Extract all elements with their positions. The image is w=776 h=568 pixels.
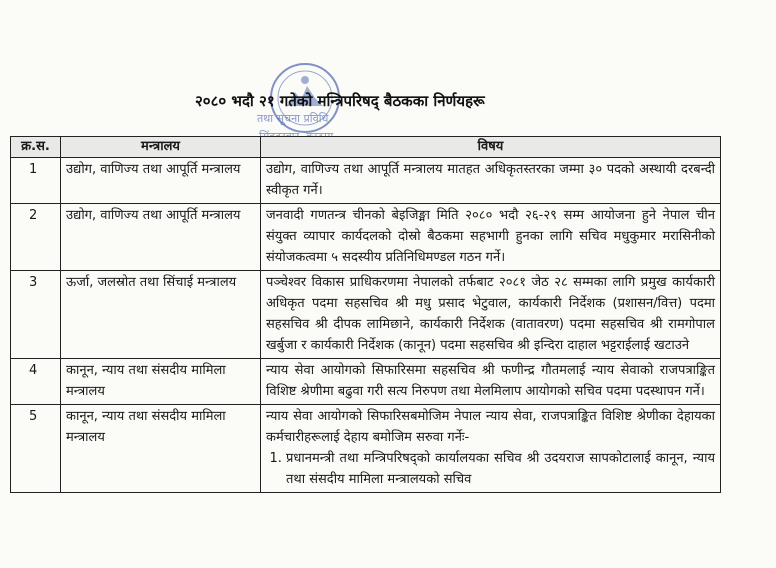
header-ministry: मन्त्रालय [61,137,261,158]
row-ministry: कानून, न्याय तथा संसदीय मामिला मन्त्रालय [61,359,261,405]
row-sn: 3 [11,271,61,359]
page-title: २०८० भदौ २१ गतेको मन्त्रिपरिषद् बैठकका निर्णयहरू [195,92,485,110]
row-ministry: कानून, न्याय तथा संसदीय मामिला मन्त्रालय [61,405,261,493]
row-sn: 1 [11,158,61,204]
table-row [11,359,721,405]
header-sn: क्र.स. [11,137,61,158]
row-ministry: उद्योग, वाणिज्य तथा आपूर्ति मन्त्रालय [61,204,261,271]
list-item: 1. प्रधानमन्त्री तथा मन्त्रिपरिषद्को कार्यालयका सचिव श्री उदयराज सापकोटालाई कानून, न्याय तथा संसदीय मामिला मन्त्रालयको सचिव [286,448,715,490]
subject-list [266,448,715,490]
svg-text:तथा सूचना प्रविधि: तथा सूचना प्रविधि [257,112,329,125]
table-header-row [11,137,721,158]
row-ministry: ऊर्जा, जलस्रोत तथा सिंचाई मन्त्रालय [61,271,261,359]
row-subject-intro: न्याय सेवा आयोगको सिफारिसबमोजिम नेपाल न्याय सेवा, राजपत्राङ्कित विशिष्ट श्रेणीका देहायका कर्मचारीहरूलाई देहाय बमोजिम सरुवा गर्नेः- [266,409,715,445]
table-row [11,204,721,271]
row-ministry: उद्योग, वाणिज्य तथा आपूर्ति मन्त्रालय [61,158,261,204]
row-subject: न्याय सेवा आयोगको सिफारिसमा सहसचिव श्री फणीन्द्र गौतमलाई न्याय सेवाको राजपत्राङ्कित विशिष्ट श्रेणीमा बढुवा गरी सत्य निरुपण तथा मेलमिलाप आयोगको सचिव पदमा पदस्थापन गर्ने। [261,359,721,405]
row-sn: 2 [11,204,61,271]
row-sn: 5 [11,405,61,493]
table-row [11,271,721,359]
table-row [11,158,721,204]
table-row [11,405,721,493]
row-sn: 4 [11,359,61,405]
row-subject [261,405,721,493]
row-subject: पञ्चेश्वर विकास प्राधिकरणमा नेपालको तर्फबाट २०८१ जेठ २८ सम्मका लागि प्रमुख कार्यकारी अधिकृत पदमा सहसचिव श्री मधु प्रसाद भेटुवाल, कार्यकारी निर्देशक (प्रशासन/वित्त) पदमा सहसचिव श्री दीपक लामिछाने, कार्यकारी निर्देशक (वातावरण) पदमा सहसचिव श्री रामगोपाल खर्बुजा र कार्यकारी निर्देशक (कानून) पदमा सहसचिव श्री इन्दिरा दाहाल भट्टराईलाई खटाउने [261,271,721,359]
row-subject: उद्योग, वाणिज्य तथा आपूर्ति मन्त्रालय मातहत अधिकृतस्तरका जम्मा ३० पदको अस्थायी दरबन्दी स्वीकृत गर्ने। [261,158,721,204]
decisions-table [10,136,721,493]
header-subject: विषय [261,137,721,158]
row-subject: जनवादी गणतन्त्र चीनको बेइजिङ्मा मिति २०८० भदौ २६-२९ सम्म आयोजना हुने नेपाल चीन संयुक्त व्यापार कार्यदलको दोस्रो बैठकमा सहभागी हुनका लागि सचिव मधुकुमार मरासिनीको संयोजकत्वमा ५ सदस्यीय प्रतिनिधिमण्डल गठन गर्ने। [261,204,721,271]
